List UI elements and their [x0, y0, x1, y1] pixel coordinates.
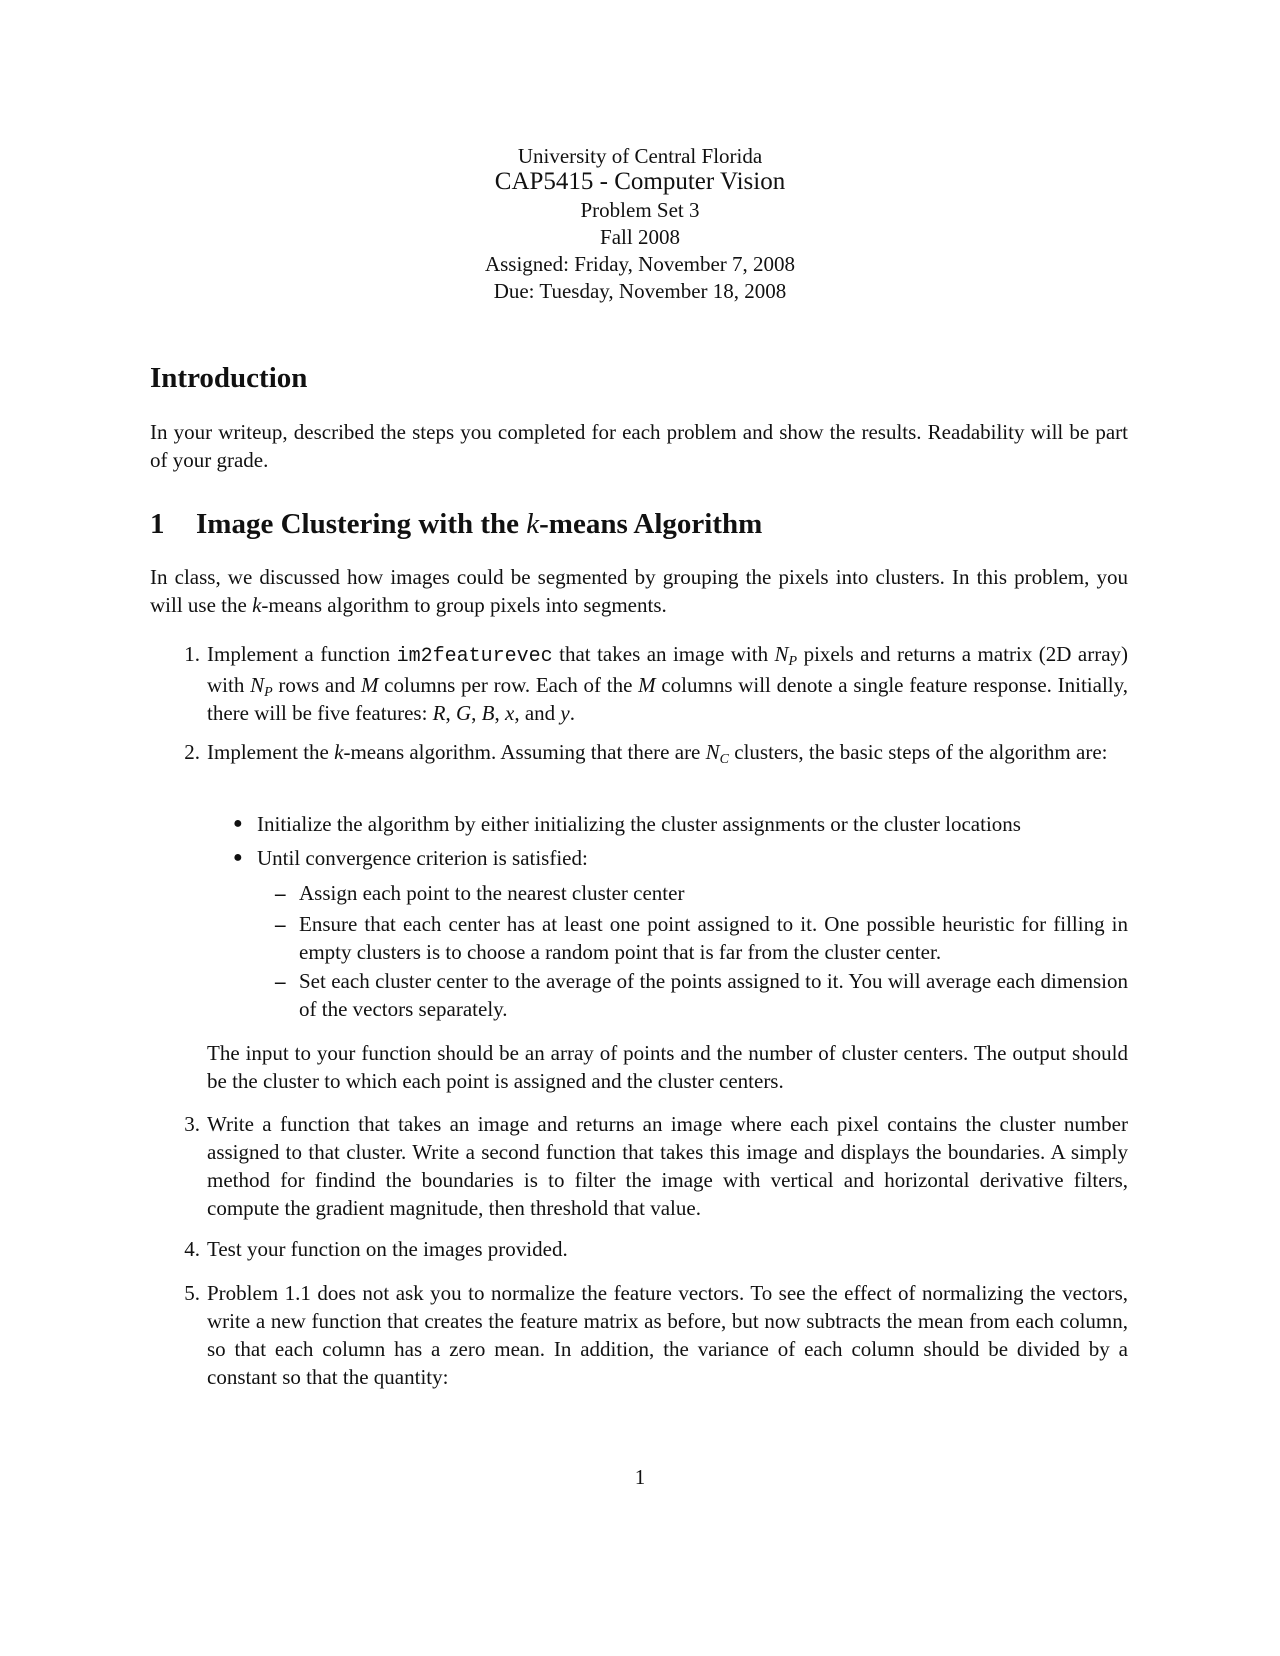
assigned-date: Assigned: Friday, November 7, 2008 — [484, 252, 796, 276]
section-title-k: k — [526, 508, 540, 540]
sub-bullet-item: Assign each point to the nearest cluster center — [299, 881, 685, 905]
bullet-icon: ● — [233, 815, 243, 832]
punctuation: . — [569, 701, 575, 725]
list-item-number: 5. — [184, 1281, 200, 1305]
section-title-pre: Image Clustering with the — [196, 508, 527, 540]
section-heading — [150, 510, 762, 538]
bullet-item: Until convergence criterion is satisfied: — [257, 846, 588, 870]
university-name: University of Central Florida — [517, 144, 763, 168]
list-item-2 — [207, 738, 1128, 766]
math-symbol: N — [705, 740, 720, 764]
punctuation: , and — [514, 701, 561, 725]
math-symbol: N — [250, 673, 265, 697]
item1-text: columns per row. Each of the — [378, 673, 639, 697]
list-item-number: 4. — [184, 1237, 200, 1261]
section-intro-paragraph — [150, 563, 1128, 619]
dash-icon: – — [275, 969, 286, 993]
sub-bullet-item: Ensure that each center has at least one point assigned to it. One possible heuristic for filling in empty clusters is to choose a random point that is far from the cluster center. — [299, 912, 1128, 964]
item2-text: -means algorithm. Assuming that there are — [343, 740, 706, 764]
intro-paragraph: In your writeup, described the steps you completed for each problem and show the results. Readability will be part of your grade. — [150, 420, 1128, 472]
math-subscript: P — [788, 654, 798, 669]
due-date: Due: Tuesday, November 18, 2008 — [493, 279, 787, 303]
sub-bullet-item: Set each cluster center to the average of the points assigned to it. You will average each dimension of the vectors separately. — [299, 969, 1128, 1021]
item1-text: columns will denote a single feature response. Initially, there will be five features: — [207, 673, 1129, 725]
punctuation: , — [445, 701, 456, 725]
dash-icon: – — [275, 912, 286, 936]
dash-icon: – — [275, 881, 286, 905]
math-symbol: N — [774, 642, 789, 666]
math-symbol: G — [455, 701, 472, 725]
section-intro-text-a: In class, we discussed how images could be segmented by grouping the pixels into clusters. In this problem, you will use the — [150, 565, 1128, 617]
math-symbol: M — [638, 673, 656, 697]
bullet-item: Initialize the algorithm by either initializing the cluster assignments or the cluster locations — [257, 812, 1021, 836]
item1-text: pixels and returns a matrix (2D array) with — [207, 642, 1129, 697]
list-item-5: Problem 1.1 does not ask you to normalize the feature vectors. To see the effect of normalizing the vectors, write a new function that creates the feature matrix as before, but now subtracts the mean from each column, so that each column has a zero mean. In addition, the variance of each column should be divided by a constant so that the quantity: — [207, 1281, 1128, 1389]
math-subscript: C — [719, 752, 729, 767]
section-number: 1 — [150, 508, 165, 540]
list-item-3: Write a function that takes an image and returns an image where each pixel contains the cluster number assigned to that cluster. Write a second function that takes this image and displays the boundaries. A simply method for findind the boundaries is to filter the image with vertical and horizontal derivative filters, compute the gradient magnitude, then threshold that value. — [207, 1112, 1128, 1220]
math-symbol: y — [560, 701, 570, 725]
page-number: 1 — [634, 1465, 646, 1489]
item1-text: that takes an image with — [552, 642, 775, 666]
list-item-number: 2. — [184, 740, 200, 764]
list-item-number: 3. — [184, 1112, 200, 1136]
list-item-4: Test your function on the images provided. — [207, 1237, 568, 1261]
math-subscript: P — [264, 685, 273, 700]
section-intro-k: k — [252, 593, 262, 617]
intro-heading: Introduction — [150, 362, 308, 394]
list-item-1 — [207, 640, 1128, 727]
course-title: CAP5415 - Computer Vision — [494, 168, 786, 195]
item1-text: Implement a function — [207, 642, 397, 666]
list-item-number: 1. — [184, 642, 200, 666]
item1-text: rows and — [272, 673, 361, 697]
math-symbol: M — [360, 673, 379, 697]
section-intro-text-b: -means algorithm to group pixels into segments. — [261, 593, 667, 617]
item2-text: Implement the — [207, 740, 335, 764]
function-name-code: im2featurevec — [396, 645, 553, 668]
math-symbol: x — [504, 701, 515, 725]
punctuation: , — [494, 701, 505, 725]
term: Fall 2008 — [600, 225, 680, 249]
punctuation: , — [471, 701, 482, 725]
problem-set-title: Problem Set 3 — [580, 198, 700, 222]
math-symbol: k — [334, 740, 344, 764]
section-title-post: -means Algorithm — [539, 508, 763, 540]
item2-text: clusters, the basic steps of the algorithm are: — [729, 740, 1108, 764]
item2-closing-paragraph: The input to your function should be an array of points and the number of cluster centers. The output should be the cluster to which each point is assigned and the cluster centers. — [207, 1041, 1128, 1093]
math-symbol: R — [432, 701, 446, 725]
bullet-icon: ● — [233, 849, 243, 866]
math-symbol: B — [481, 701, 495, 725]
